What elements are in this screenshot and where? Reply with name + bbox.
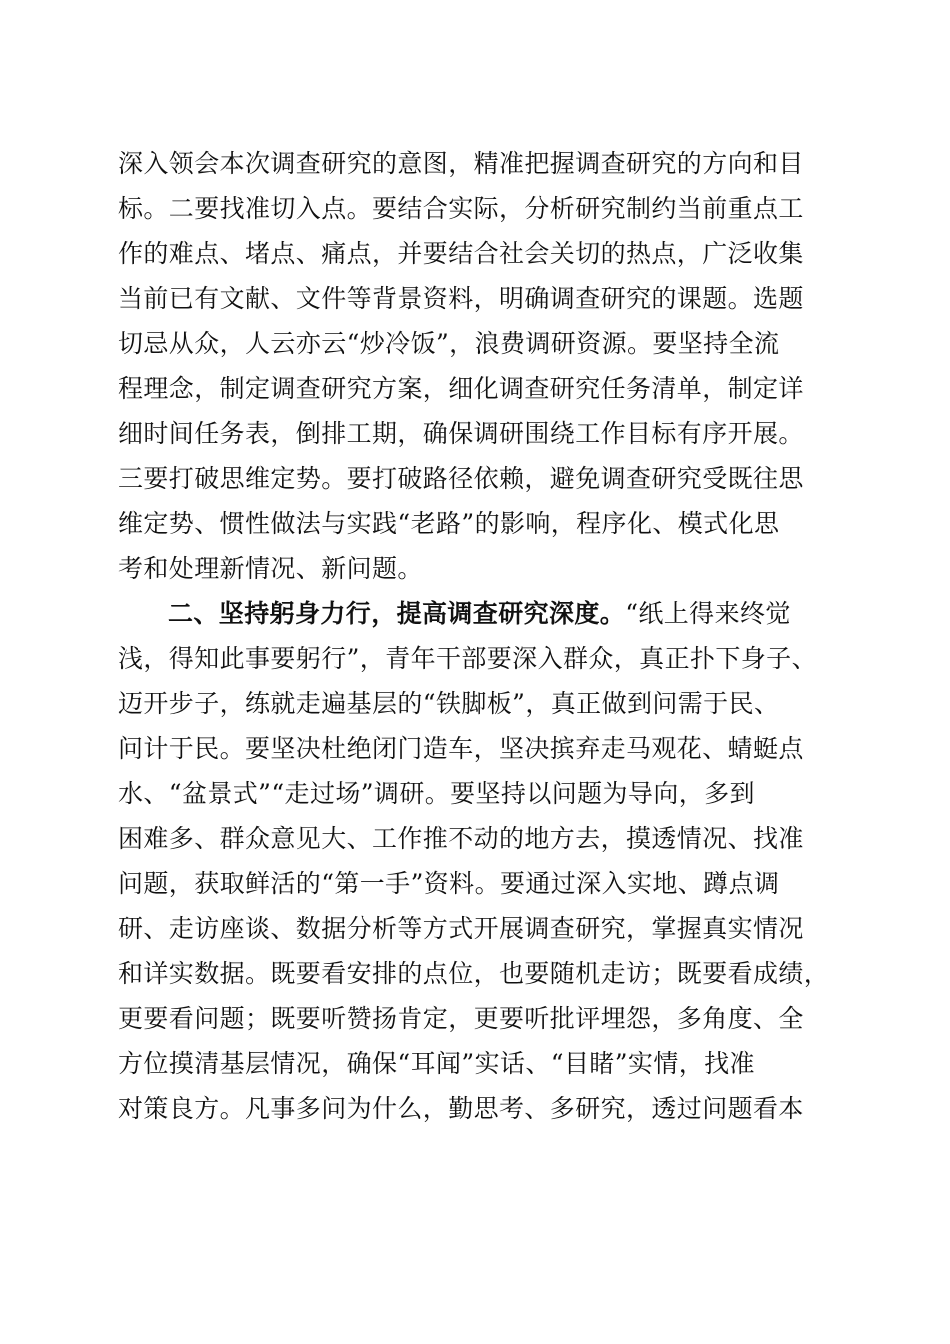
text-line: 迈开步子，练就走遍基层的“铁脚板”，真正做到问需于民、 — [118, 689, 780, 718]
paragraph-2 — [118, 591, 830, 1131]
document-body — [118, 141, 830, 1131]
text-line: 切忌从众，人云亦云“炒冷饭”，浪费调研资源。要坚持全流 — [118, 329, 780, 358]
text-line: 浅，得知此事要躬行”，青年干部要深入群众，真正扑下身子、 — [118, 644, 817, 673]
text-line: 细时间任务表，倒排工期，确保调研围绕工作目标有序开展。 — [118, 419, 804, 448]
text-line: 维定势、惯性做法与实践“老路”的影响，程序化、模式化思 — [118, 509, 780, 538]
text-line: 考和处理新情况、新问题。 — [118, 554, 423, 583]
text-line: 问题，获取鲜活的“第一手”资料。要通过深入实地、蹲点调 — [118, 869, 780, 898]
section-heading: 二、坚持躬身力行，提高调查研究深度。 — [168, 599, 626, 628]
text-line: 作的难点、堵点、痛点，并要结合社会关切的热点，广泛收集 — [118, 239, 804, 268]
paragraph-1 — [118, 141, 830, 591]
text-line: 当前已有文献、文件等背景资料，明确调查研究的课题。选题 — [118, 284, 804, 313]
text-line: 标。二要找准切入点。要结合实际，分析研究制约当前重点工 — [118, 194, 804, 223]
text-run: “纸上得来终觉 — [625, 599, 791, 628]
text-line: 深入领会本次调查研究的意图，精准把握调查研究的方向和目 — [118, 149, 804, 178]
text-line: 对策良方。凡事多问为什么，勤思考、多研究，透过问题看本 — [118, 1094, 804, 1123]
paragraph-2-first-line — [118, 591, 830, 636]
text-line: 困难多、群众意见大、工作推不动的地方去，摸透情况、找准 — [118, 824, 804, 853]
text-line: 水、“盆景式”“走过场”调研。要坚持以问题为导向，多到 — [118, 779, 755, 808]
text-line: 和详实数据。既要看安排的点位，也要随机走访；既要看成绩， — [118, 959, 830, 988]
text-line: 方位摸清基层情况，确保“耳闻”实话、“目睹”实情，找准 — [118, 1049, 755, 1078]
text-line: 研、走访座谈、数据分析等方式开展调查研究，掌握真实情况 — [118, 914, 804, 943]
text-line: 更要看问题；既要听赞扬肯定，更要听批评埋怨，多角度、全 — [118, 1004, 804, 1033]
text-line: 问计于民。要坚决杜绝闭门造车，坚决摈弃走马观花、蜻蜓点 — [118, 734, 804, 763]
text-line: 程理念，制定调查研究方案，细化调查研究任务清单，制定详 — [118, 374, 804, 403]
text-line: 三要打破思维定势。要打破路径依赖，避免调查研究受既往思 — [118, 464, 804, 493]
